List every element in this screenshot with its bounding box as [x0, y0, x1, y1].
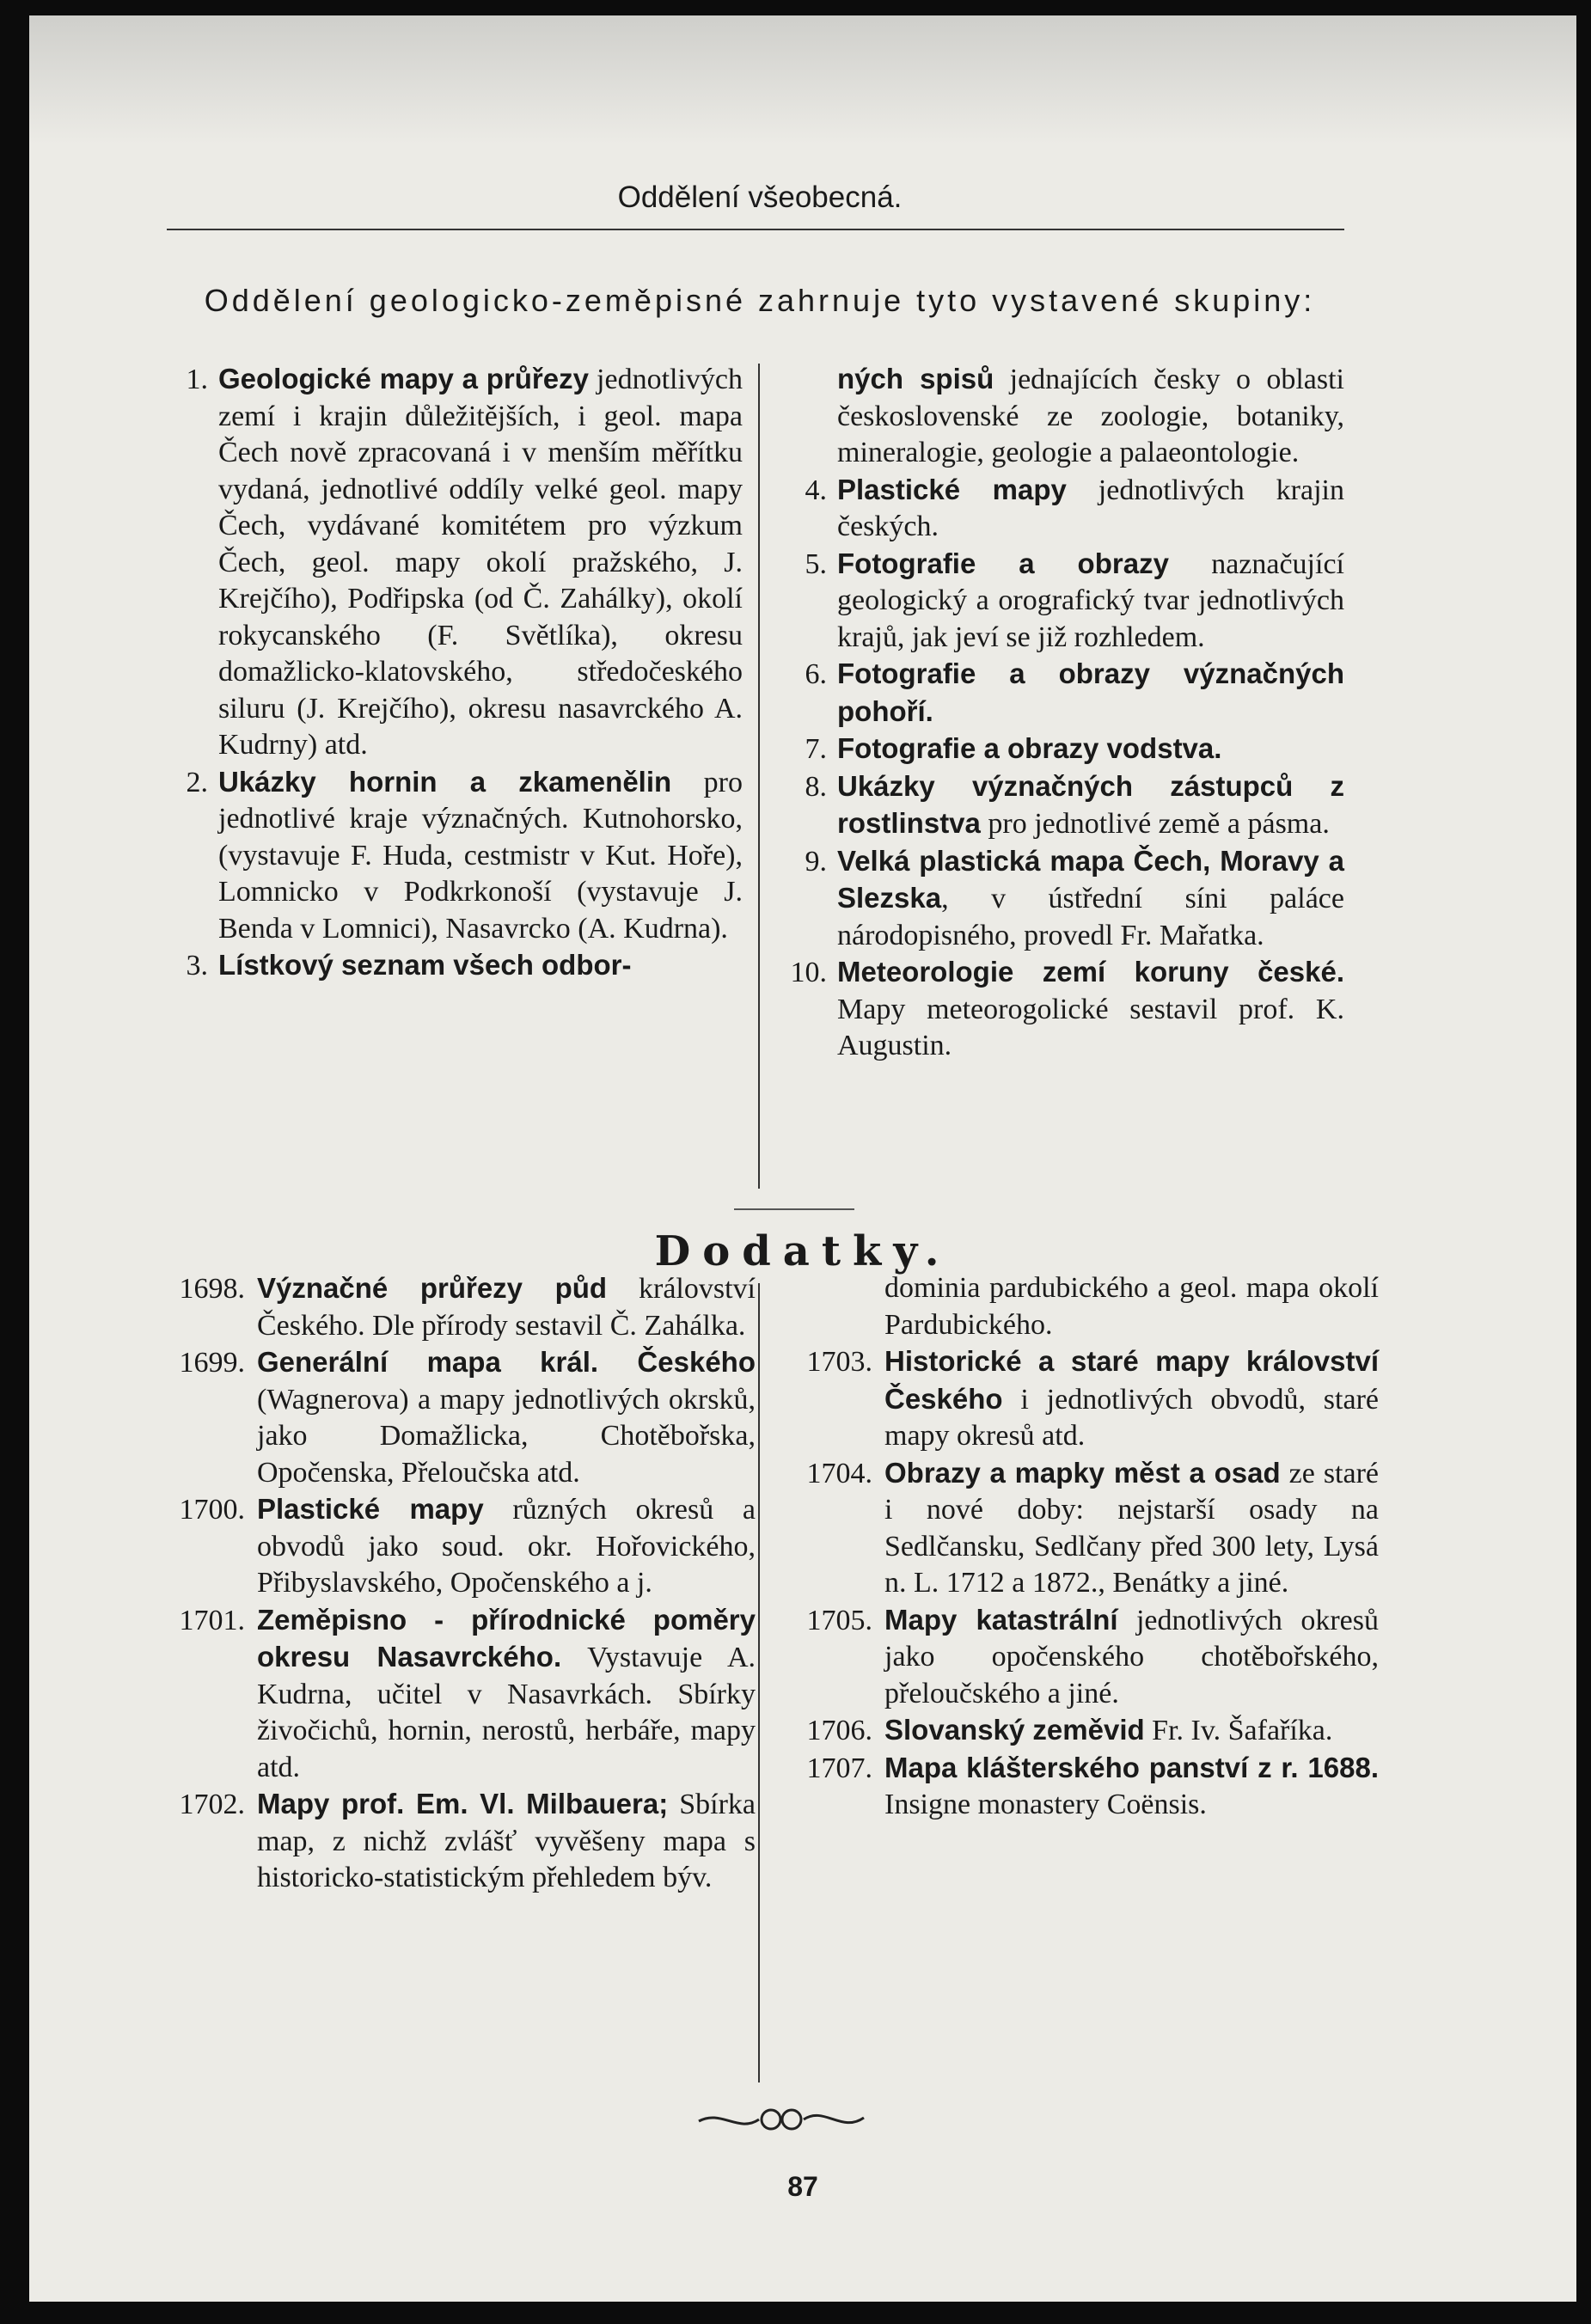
list-item [777, 1343, 1379, 1455]
item-number: 2. [186, 766, 208, 798]
item-title: Význačné průřezy půd [257, 1272, 608, 1304]
item-number: 4. [805, 474, 827, 506]
list-item [777, 843, 1344, 955]
running-head: Oddělení všeobecná. [617, 180, 903, 214]
item-text: Vystavuje A. Kudrna, učitel v Nasavrkách. Sbírky živočichů, hornin, nerostů, herbáře, mapy atd. [257, 1642, 756, 1783]
list-item [777, 731, 1344, 768]
item-number: 1704. [806, 1457, 872, 1489]
item-title: Fotografie a obrazy význačných pohoří. [837, 657, 1344, 727]
item-title: Geologické mapy a průřezy [218, 363, 589, 394]
section1-left-column [158, 361, 743, 985]
item-number: 1706. [806, 1715, 872, 1746]
item-title: Fotografie a obrazy vodstva. [837, 732, 1222, 764]
item-number: 1. [186, 364, 208, 395]
list-item [150, 1270, 756, 1344]
item-text: Mapy meteorogolické sestavil prof. K. Augustin. [837, 993, 1344, 1061]
dodatky-right-column [777, 1270, 1379, 1824]
item-text: naznačující geologický a orografický tvar jednotlivých krajů, jak jeví se již rozhledem. [837, 547, 1344, 653]
list-item [777, 954, 1344, 1065]
list-item [158, 947, 743, 985]
item-text: jednotlivých zemí i krajin důležitějších, i geol. mapa Čech nově zpracovaná i v menším měřítku vydaná, jednotlivé oddíly velké geol. mapy Čech, vydávané komitétem pro výzkum Čech, geol. mapy okolí pražského, J. Krejčího), Podřipska (od Č. Zahálky), okolí rokycanského (F. Světlíka), okresu domažlicko-klatovského, středočeského siluru (J. Krejčího), okresu nasavrckého A. Kudrny) atd. [218, 364, 743, 761]
item-continuation: dominia pardubického a geol. mapa okolí Pardubického. [884, 1272, 1379, 1341]
item-title: Mapy katastrální [884, 1603, 1118, 1636]
list-item [158, 361, 743, 764]
item-number: 1702. [179, 1789, 245, 1820]
list-item [158, 764, 743, 948]
item-text: ze staré i nové doby: nejstarší osady na Sedlčansku, Sedlčany před 300 lety, Lysá n. L. 1712 a 1872., Benátky a jiné. [884, 1457, 1379, 1599]
item-title: Historické a staré mapy království Českého [884, 1345, 1379, 1415]
item-title: Mapa klášterského panství z r. 1688. [884, 1751, 1379, 1783]
item-text: různých okresů a obvodů jako soud. okr. Hořovického, Přibyslavského, Opočenského a j. [257, 1494, 756, 1599]
item-text: pro jednotlivé země a pásma. [980, 808, 1330, 840]
item-text: , v ústřední síni paláce národopisného, provedl Fr. Mařatka. [837, 883, 1344, 951]
list-item [150, 1491, 756, 1602]
item-title: Fotografie a obrazy [837, 547, 1169, 579]
list-item [777, 472, 1344, 546]
header-rule [167, 229, 1344, 230]
item-title: Lístkový seznam všech odbor- [218, 949, 632, 981]
book-page [29, 15, 1576, 2302]
page-edge-shadow [29, 15, 1576, 144]
item-number: 8. [805, 770, 827, 803]
item-title-continuation: ných spisů [837, 363, 994, 394]
item-text: pro jednotlivé kraje význačných. Kutnohorsko, (vystavuje F. Huda, cestmistr v Kut. Hoře), Lomnicko v Podkrkonoší (vystavuje J. Benda v Lomnici), Nasavrcko (A. Kudrna). [218, 766, 743, 945]
section1-right-column [777, 361, 1344, 1065]
item-title: Ukázky význačných zástupců z rostlinstva [837, 769, 1344, 839]
item-number: 9. [805, 845, 827, 878]
list-item [777, 1270, 1379, 1343]
item-number: 3. [186, 950, 208, 982]
ornament-icon [695, 2102, 867, 2137]
item-number: 5. [805, 547, 827, 580]
item-number: 1707. [806, 1752, 872, 1784]
list-item [777, 1750, 1379, 1824]
item-text: království Českého. Dle přírody sestavil Č. Zahálka. [257, 1273, 756, 1342]
item-title: Ukázky hornin a zkamenělin [218, 765, 672, 798]
item-continuation [777, 361, 1344, 472]
item-title: Slovanský zeměvid [884, 1714, 1145, 1746]
list-item [150, 1602, 756, 1787]
section-rule [734, 1208, 854, 1210]
item-number: 1698. [179, 1273, 245, 1305]
dodatky-left-column [150, 1270, 756, 1897]
item-number: 1705. [806, 1604, 872, 1636]
item-title: Meteorologie zemí koruny české. [837, 956, 1344, 988]
item-title: Mapy prof. Em. Vl. Milbauera; [257, 1788, 669, 1819]
list-item [777, 768, 1344, 843]
item-text: Insigne monastery Coënsis. [884, 1789, 1207, 1820]
item-number: 1700. [179, 1494, 245, 1526]
page-number: 87 [787, 2171, 818, 2202]
item-text: Fr. Iv. Šafaříka. [1144, 1715, 1333, 1746]
column-divider [758, 1283, 760, 2082]
item-title: Zeměpisno - přírodnické poměry okresu Nasavrckého. [257, 1603, 756, 1673]
section-intro: Oddělení geologicko-zeměpisné zahrnuje tyto vystavené skupiny: [204, 283, 1316, 318]
item-text: Sbírka map, z nichž zvlášť vyvěšeny mapa s historicko-statistickým přehledem býv. [257, 1789, 756, 1893]
item-number: 1703. [806, 1346, 872, 1378]
column-divider [758, 364, 760, 1189]
item-title: Plastické mapy [257, 1493, 484, 1525]
list-item [150, 1344, 756, 1491]
list-item [777, 1602, 1379, 1713]
list-item [777, 546, 1344, 657]
dodatky-heading: Dodatky. [654, 1227, 952, 1275]
item-text: i jednotlivých obvodů, staré mapy okresů atd. [884, 1383, 1379, 1452]
list-item [150, 1786, 756, 1897]
item-number: 6. [805, 658, 827, 690]
item-title: Velká plastická mapa Čech, Moravy a Slezska [837, 844, 1344, 914]
item-text: (Wagnerova) a mapy jednotlivých okrsků, jako Domažlicka, Chotěbořska, Opočenska, Přeloučska atd. [257, 1383, 756, 1489]
item-number: 7. [805, 733, 827, 765]
item-title: Plastické mapy [837, 473, 1067, 505]
item-number: 1699. [179, 1347, 245, 1379]
item-text: jednajících česky o oblasti československé ze zoologie, botaniky, mineralogie, geologie a palaeontologie. [837, 364, 1344, 468]
item-text: jednotlivých okresů jako opočenského chotěbořského, přeloučského a jiné. [884, 1604, 1379, 1709]
item-title: Generální mapa král. Českého [257, 1346, 756, 1378]
list-item [777, 1712, 1379, 1750]
list-item [777, 656, 1344, 731]
item-number: 10. [790, 957, 827, 988]
list-item [777, 1455, 1379, 1602]
item-number: 1701. [179, 1604, 245, 1636]
item-text: jednotlivých krajin českých. [837, 474, 1344, 542]
item-title: Obrazy a mapky měst a osad [884, 1456, 1281, 1489]
